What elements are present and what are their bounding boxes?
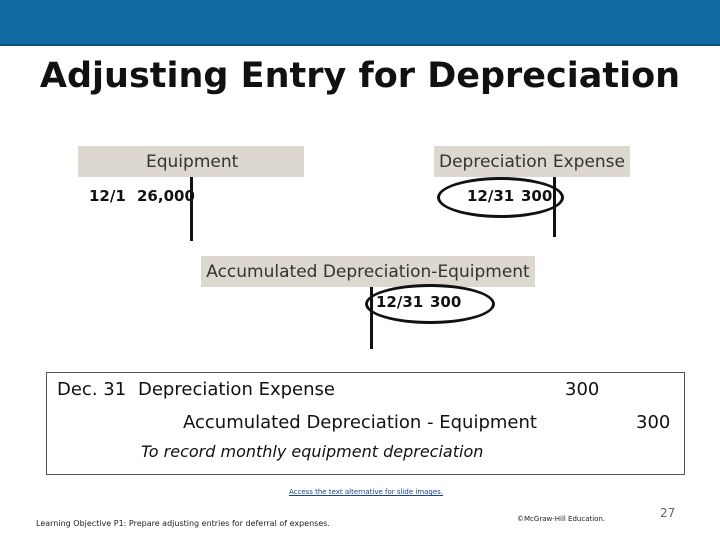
alt-text-link[interactable]: Access the text alternative for slide images.: [288, 488, 444, 496]
journal-credit-account: Accumulated Depreciation - Equipment: [183, 412, 537, 433]
t-account-depreciation-expense-header: [434, 146, 630, 177]
copyright: ©McGraw-Hill Education.: [517, 515, 606, 523]
journal-credit-amount: 300: [636, 412, 671, 433]
entry-amount: 26,000: [137, 187, 195, 205]
entry-date: 12/1: [89, 187, 126, 205]
journal-entry-box: [46, 372, 685, 475]
slide-title: Adjusting Entry for Depreciation: [39, 56, 681, 96]
entry-date: 12/31: [467, 187, 515, 205]
account-name: Depreciation Expense: [438, 151, 625, 172]
journal-description: To record monthly equipment depreciation: [141, 442, 484, 461]
learning-objective-text: Prepare adjusting entries for deferral of expenses.: [128, 519, 330, 528]
top-banner: [0, 0, 720, 46]
account-name: Accumulated Depreciation-Equipment: [206, 261, 530, 282]
page-number: 27: [660, 506, 676, 520]
learning-objective: [36, 519, 330, 528]
journal-debit-account: Depreciation Expense: [138, 379, 335, 400]
t-account-equipment-header: [78, 146, 304, 177]
journal-debit-amount: 300: [565, 379, 600, 400]
entry-amount: 300: [521, 187, 553, 205]
entry-amount: 300: [430, 293, 462, 311]
journal-date: Dec. 31: [57, 379, 127, 400]
entry-date: 12/31: [376, 293, 424, 311]
t-account-accumulated-depreciation-header: [201, 256, 535, 287]
learning-objective-label: Learning Objective P1:: [36, 519, 127, 528]
account-name: Equipment: [146, 151, 239, 172]
